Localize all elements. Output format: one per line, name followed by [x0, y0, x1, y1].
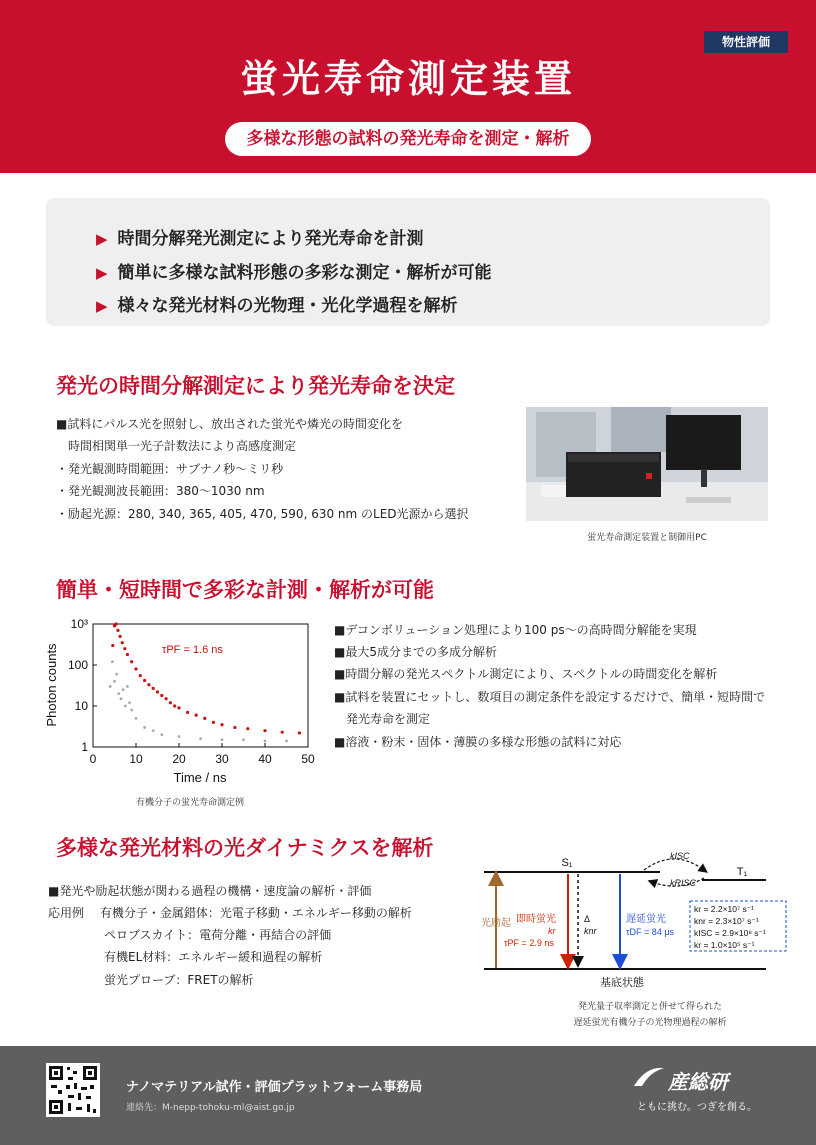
kisc-label: kISC: [670, 851, 690, 861]
decay-point: [111, 644, 114, 647]
section2-line: ■デコンボリューション処理により100 ps～の高時間分解能を実現: [334, 623, 697, 637]
section1-line: ■試料にパルス光を照射し、放出された蛍光や燐光の時間変化を: [56, 417, 403, 431]
prompt-tau: τPF = 2.9 ns: [504, 938, 554, 948]
decay-point: [126, 653, 129, 656]
section1-line: ・発光観測時間範囲：サブナノ秒～ミリ秒: [56, 462, 284, 476]
decay-point: [169, 701, 172, 704]
decay-point: [177, 706, 180, 709]
x-tick-label: 30: [215, 752, 229, 766]
category-badge: 物性評価: [704, 31, 788, 53]
section1-heading: 発光の時間分解測定により発光寿命を決定: [56, 374, 455, 398]
section3-heading: 多様な発光材料の光ダイナミクスを解析: [56, 836, 434, 860]
footer-bar: [0, 1046, 816, 1145]
highlight-item: ▶ 時間分解発光測定により発光寿命を計測: [96, 229, 424, 249]
section2-line: ■最大5成分までの多成分解析: [334, 645, 497, 659]
prompt-label: 即時蛍光: [516, 914, 556, 925]
section2-line: ■溶液・粉末・固体・薄膜の多様な形態の試料に対応: [334, 735, 622, 749]
decay-point: [143, 679, 146, 682]
section3-line: ペロブスカイト：電荷分離・再結合の評価: [104, 928, 332, 942]
page-subtitle: 多様な形態の試料の発光寿命を測定・解析: [225, 122, 591, 156]
section2-heading: 簡単・短時間で多彩な計測・解析が可能: [56, 578, 434, 602]
decay-point: [186, 711, 189, 714]
decay-point: [156, 690, 159, 693]
instrument-photo: [526, 407, 768, 521]
x-tick-label: 20: [172, 752, 186, 766]
decay-point: [233, 726, 236, 729]
plot-frame: [93, 624, 308, 747]
diagram-caption-2: 遅延蛍光有機分子の光物理過程の解析: [573, 1018, 727, 1028]
krisc-label: kRISC: [670, 878, 697, 888]
logo-text: 産総研: [668, 1070, 728, 1094]
decay-point: [246, 727, 249, 730]
chart-caption: 有機分子の蛍光寿命測定例: [135, 798, 244, 808]
section2-line: 発光寿命を測定: [346, 712, 431, 726]
contact-email[interactable]: 連絡先：M-nepp-tohoku-ml@aist.go.jp: [126, 1103, 295, 1113]
decay-point: [123, 647, 126, 650]
section2-line: ■試料を装置にセットし、数項目の測定条件を設定するだけで、簡単・短時間で: [334, 690, 766, 704]
y-tick-label: 10³: [70, 617, 88, 631]
energy-diagram: [474, 848, 800, 994]
section1-line: 時間相関単一光子計数法により高感度測定: [68, 439, 297, 453]
triangle-icon: ▶: [96, 297, 108, 315]
decay-point: [195, 713, 198, 716]
decay-point: [212, 721, 215, 724]
excitation-label: 光励起: [481, 918, 511, 929]
decay-point: [281, 731, 284, 734]
office-name: ナノマテリアル試作・評価プラットフォーム事務局: [126, 1080, 423, 1095]
decay-point: [173, 704, 176, 707]
highlight-item: ▶ 簡単に多様な試料形態の多彩な測定・解析が可能: [96, 263, 492, 283]
decay-point: [118, 635, 121, 638]
section1-line: ・励起光源：280, 340, 365, 405, 470, 590, 630 nm のLED光源から選択: [56, 507, 469, 521]
section3-line: ■発光や励起状態が関わる過程の機構・速度論の解析・評価: [48, 884, 372, 898]
triangle-icon: ▶: [96, 230, 108, 248]
decay-point: [298, 731, 301, 734]
delayed-tau: τDF = 84 μs: [626, 927, 675, 937]
chart-annotation: τPF = 1.6 ns: [162, 644, 223, 656]
decay-point: [160, 694, 163, 697]
highlight-item: ▶ 様々な発光材料の光物理・光化学過程を解析: [96, 296, 458, 316]
irf-point: [178, 735, 181, 738]
irf-point: [117, 692, 120, 695]
irf-point: [160, 733, 163, 736]
s1-label: S₁: [561, 857, 573, 869]
irf-point: [124, 705, 127, 708]
decay-point: [165, 697, 168, 700]
section3-line: 蛍光プローブ：FRETの解析: [104, 973, 254, 987]
section3-line: 応用例 有機分子・金属錯体：光電子移動・エネルギー移動の解析: [48, 906, 412, 920]
irf-point: [264, 740, 267, 743]
section1-line: ・発光観測波長範囲：380～1030 nm: [56, 484, 265, 498]
delayed-label: 遅延蛍光: [626, 914, 666, 925]
qr-code-icon[interactable]: [46, 1063, 100, 1117]
x-tick-label: 0: [89, 752, 97, 766]
decay-point: [147, 683, 150, 686]
irf-point: [199, 737, 202, 740]
irf-point: [126, 685, 129, 688]
section2-line: ■時間分解の発光スペクトル測定により、スペクトルの時間変化を解析: [334, 667, 718, 681]
rate-line: knr = 2.3×10⁷ s⁻¹: [694, 916, 759, 926]
decay-point: [152, 687, 155, 690]
irf-point: [135, 717, 138, 720]
decay-point: [203, 717, 206, 720]
ground-label: 基底状態: [600, 977, 644, 989]
section3-line: 有機EL材料：エネルギー緩和過程の解析: [104, 950, 323, 964]
triangle-icon: ▶: [96, 264, 108, 282]
irf-point: [111, 660, 114, 663]
irf-point: [221, 738, 224, 741]
irf-point: [115, 673, 118, 676]
rate-line: kr = 2.2×10⁷ s⁻¹: [694, 904, 755, 914]
decay-point: [220, 723, 223, 726]
decay-point: [139, 674, 142, 677]
irf-point: [120, 697, 123, 700]
decay-point: [130, 660, 133, 663]
decay-chart: [40, 612, 330, 792]
prompt-k: kr: [548, 926, 556, 936]
y-tick-label: 100: [67, 658, 88, 672]
aist-logo-icon: [632, 1064, 666, 1090]
decay-point: [263, 729, 266, 732]
y-axis-label: Photon counts: [44, 643, 59, 727]
y-tick-label: 1: [81, 740, 88, 754]
page-title: 蛍光寿命測定装置: [239, 57, 576, 101]
knr-label: knr: [584, 926, 597, 936]
decay-point: [115, 622, 118, 625]
decay-point: [134, 667, 137, 670]
irf-point: [113, 680, 116, 683]
diagram-caption-1: 発光量子収率測定と併せて得られた: [577, 1002, 722, 1012]
t1-label: T₁: [736, 866, 748, 878]
x-axis-label: Time / ns: [173, 770, 227, 785]
decay-point: [116, 629, 119, 632]
irf-point: [285, 740, 288, 743]
x-tick-label: 10: [129, 752, 143, 766]
rate-line: kISC = 2.9×10⁸ s⁻¹: [694, 928, 766, 938]
irf-point: [242, 738, 245, 741]
irf-point: [128, 701, 131, 704]
x-tick-label: 50: [301, 752, 315, 766]
photo-caption: 蛍光寿命測定装置と制御用PC: [587, 533, 707, 543]
y-tick-label: 10: [74, 699, 88, 713]
x-tick-label: 40: [258, 752, 272, 766]
irf-point: [143, 726, 146, 729]
logo-slogan: ともに挑む。つぎを創る。: [637, 1102, 757, 1113]
delta-label: Δ: [584, 914, 591, 924]
rate-line: kr = 1.0×10⁵ s⁻¹: [694, 940, 755, 950]
irf-point: [122, 688, 125, 691]
irf-point: [152, 729, 155, 732]
decay-point: [121, 641, 124, 644]
irf-point: [130, 709, 133, 712]
irf-point: [109, 685, 112, 688]
